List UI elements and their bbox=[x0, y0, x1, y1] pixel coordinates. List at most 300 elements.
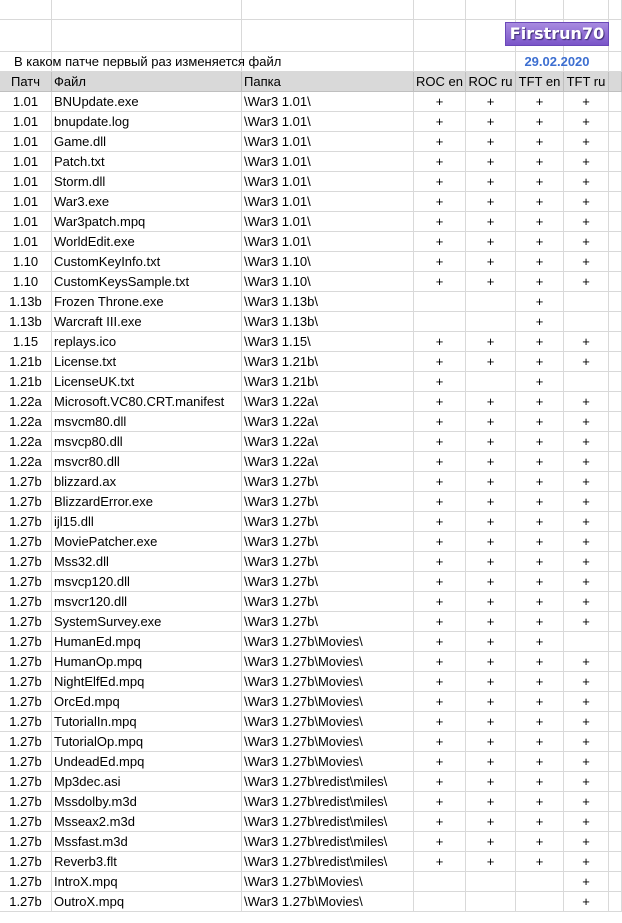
cell-folder[interactable]: \War3 1.10\ bbox=[242, 272, 414, 292]
cell-tft-en[interactable]: + bbox=[516, 232, 564, 252]
cell-tft-ru[interactable] bbox=[564, 372, 609, 392]
cell-roc-en[interactable]: + bbox=[414, 352, 466, 372]
cell-folder[interactable]: \War3 1.01\ bbox=[242, 92, 414, 112]
cell-roc-ru[interactable]: + bbox=[466, 472, 516, 492]
cell-file[interactable]: msvcp80.dll bbox=[52, 432, 242, 452]
cell-folder[interactable]: \War3 1.22a\ bbox=[242, 452, 414, 472]
cell-folder[interactable]: \War3 1.27b\Movies\ bbox=[242, 652, 414, 672]
date-label[interactable]: 29.02.2020 bbox=[524, 54, 590, 69]
cell-roc-en[interactable]: + bbox=[414, 252, 466, 272]
cell[interactable] bbox=[609, 592, 622, 612]
cell-roc-en[interactable]: + bbox=[414, 172, 466, 192]
cell-roc-ru[interactable]: + bbox=[466, 252, 516, 272]
cell-tft-ru[interactable]: + bbox=[564, 432, 609, 452]
cell-tft-en[interactable]: + bbox=[516, 492, 564, 512]
cell-tft-en[interactable]: + bbox=[516, 752, 564, 772]
cell-folder[interactable]: \War3 1.01\ bbox=[242, 132, 414, 152]
cell-tft-en[interactable]: + bbox=[516, 512, 564, 532]
cell-file[interactable]: bnupdate.log bbox=[52, 112, 242, 132]
cell[interactable] bbox=[609, 872, 622, 892]
cell-patch[interactable]: 1.01 bbox=[0, 212, 52, 232]
cell-roc-en[interactable]: + bbox=[414, 552, 466, 572]
cell-folder[interactable]: \War3 1.27b\ bbox=[242, 532, 414, 552]
cell-roc-en[interactable]: + bbox=[414, 592, 466, 612]
cell[interactable] bbox=[609, 392, 622, 412]
cell-roc-en[interactable]: + bbox=[414, 652, 466, 672]
cell[interactable] bbox=[466, 0, 516, 20]
cell-tft-en[interactable]: + bbox=[516, 152, 564, 172]
cell[interactable] bbox=[609, 492, 622, 512]
cell-roc-ru[interactable]: + bbox=[466, 852, 516, 872]
cell-tft-en[interactable]: + bbox=[516, 212, 564, 232]
cell-tft-en[interactable]: + bbox=[516, 712, 564, 732]
cell-tft-en[interactable]: + bbox=[516, 452, 564, 472]
cell-tft-ru[interactable]: + bbox=[564, 532, 609, 552]
cell-folder[interactable]: \War3 1.01\ bbox=[242, 232, 414, 252]
cell-roc-ru[interactable]: + bbox=[466, 672, 516, 692]
cell-file[interactable]: SystemSurvey.exe bbox=[52, 612, 242, 632]
cell-tft-en[interactable]: + bbox=[516, 432, 564, 452]
cell-roc-ru[interactable]: + bbox=[466, 632, 516, 652]
cell-roc-en[interactable]: + bbox=[414, 192, 466, 212]
cell-folder[interactable]: \War3 1.01\ bbox=[242, 112, 414, 132]
cell-roc-ru[interactable]: + bbox=[466, 732, 516, 752]
cell-file[interactable]: Mss32.dll bbox=[52, 552, 242, 572]
cell-file[interactable]: Msseax2.m3d bbox=[52, 812, 242, 832]
cell[interactable] bbox=[609, 892, 622, 912]
cell[interactable] bbox=[609, 852, 622, 872]
cell[interactable] bbox=[609, 352, 622, 372]
cell-roc-ru[interactable]: + bbox=[466, 212, 516, 232]
cell-patch[interactable]: 1.27b bbox=[0, 512, 52, 532]
cell[interactable] bbox=[609, 432, 622, 452]
cell-file[interactable]: UndeadEd.mpq bbox=[52, 752, 242, 772]
cell-folder[interactable]: \War3 1.27b\Movies\ bbox=[242, 712, 414, 732]
cell[interactable] bbox=[609, 832, 622, 852]
cell[interactable] bbox=[609, 512, 622, 532]
cell-file[interactable]: Frozen Throne.exe bbox=[52, 292, 242, 312]
cell[interactable] bbox=[609, 192, 622, 212]
cell-patch[interactable]: 1.21b bbox=[0, 352, 52, 372]
cell-roc-ru[interactable]: + bbox=[466, 172, 516, 192]
cell-roc-ru[interactable] bbox=[466, 892, 516, 912]
cell-file[interactable]: TutorialOp.mpq bbox=[52, 732, 242, 752]
cell-roc-ru[interactable]: + bbox=[466, 152, 516, 172]
cell[interactable] bbox=[609, 452, 622, 472]
header-roc-ru[interactable]: ROC ru bbox=[466, 72, 516, 92]
cell-tft-ru[interactable]: + bbox=[564, 472, 609, 492]
cell-tft-ru[interactable]: + bbox=[564, 452, 609, 472]
header-tft-ru[interactable]: TFT ru bbox=[564, 72, 609, 92]
cell-roc-ru[interactable]: + bbox=[466, 392, 516, 412]
cell-roc-ru[interactable]: + bbox=[466, 332, 516, 352]
cell-tft-ru[interactable]: + bbox=[564, 352, 609, 372]
cell-file[interactable]: Mp3dec.asi bbox=[52, 772, 242, 792]
cell-folder[interactable]: \War3 1.21b\ bbox=[242, 372, 414, 392]
cell-tft-ru[interactable] bbox=[564, 292, 609, 312]
cell-tft-ru[interactable]: + bbox=[564, 392, 609, 412]
cell[interactable] bbox=[609, 52, 622, 72]
cell-tft-ru[interactable]: + bbox=[564, 252, 609, 272]
cell[interactable] bbox=[609, 72, 622, 92]
cell-file[interactable]: Microsoft.VC80.CRT.manifest bbox=[52, 392, 242, 412]
cell[interactable] bbox=[609, 272, 622, 292]
cell-roc-ru[interactable]: + bbox=[466, 192, 516, 212]
cell[interactable] bbox=[609, 792, 622, 812]
cell-file[interactable]: msvcr120.dll bbox=[52, 592, 242, 612]
cell-tft-en[interactable]: + bbox=[516, 112, 564, 132]
cell[interactable] bbox=[609, 132, 622, 152]
cell[interactable] bbox=[0, 20, 52, 52]
cell-roc-ru[interactable]: + bbox=[466, 512, 516, 532]
cell-patch[interactable]: 1.01 bbox=[0, 192, 52, 212]
cell-file[interactable]: MoviePatcher.exe bbox=[52, 532, 242, 552]
cell-folder[interactable]: \War3 1.27b\ bbox=[242, 492, 414, 512]
cell-file[interactable]: blizzard.ax bbox=[52, 472, 242, 492]
cell-folder[interactable]: \War3 1.15\ bbox=[242, 332, 414, 352]
cell[interactable] bbox=[516, 0, 564, 20]
cell-tft-ru[interactable]: + bbox=[564, 232, 609, 252]
cell-tft-ru[interactable] bbox=[564, 312, 609, 332]
cell[interactable] bbox=[609, 292, 622, 312]
cell-tft-ru[interactable]: + bbox=[564, 652, 609, 672]
cell-roc-ru[interactable]: + bbox=[466, 452, 516, 472]
cell-folder[interactable]: \War3 1.27b\ bbox=[242, 612, 414, 632]
cell-patch[interactable]: 1.27b bbox=[0, 752, 52, 772]
cell-roc-en[interactable]: + bbox=[414, 92, 466, 112]
cell-tft-ru[interactable]: + bbox=[564, 712, 609, 732]
cell-roc-en[interactable]: + bbox=[414, 812, 466, 832]
cell-tft-en[interactable]: + bbox=[516, 172, 564, 192]
cell-file[interactable]: Reverb3.flt bbox=[52, 852, 242, 872]
cell-patch[interactable]: 1.27b bbox=[0, 872, 52, 892]
cell-roc-en[interactable]: + bbox=[414, 412, 466, 432]
cell[interactable] bbox=[609, 692, 622, 712]
cell[interactable] bbox=[609, 152, 622, 172]
cell-folder[interactable]: \War3 1.27b\redist\miles\ bbox=[242, 832, 414, 852]
cell-folder[interactable]: \War3 1.27b\ bbox=[242, 552, 414, 572]
cell-roc-ru[interactable]: + bbox=[466, 352, 516, 372]
cell-roc-en[interactable]: + bbox=[414, 632, 466, 652]
cell-roc-ru[interactable]: + bbox=[466, 412, 516, 432]
cell-tft-en[interactable]: + bbox=[516, 132, 564, 152]
cell-tft-ru[interactable]: + bbox=[564, 692, 609, 712]
cell-tft-ru[interactable]: + bbox=[564, 212, 609, 232]
cell-tft-ru[interactable]: + bbox=[564, 152, 609, 172]
cell-tft-ru[interactable]: + bbox=[564, 812, 609, 832]
cell[interactable] bbox=[609, 752, 622, 772]
cell-tft-en[interactable]: + bbox=[516, 632, 564, 652]
cell-file[interactable]: HumanEd.mpq bbox=[52, 632, 242, 652]
cell[interactable] bbox=[609, 312, 622, 332]
cell-roc-ru[interactable]: + bbox=[466, 652, 516, 672]
cell-tft-ru[interactable]: + bbox=[564, 172, 609, 192]
cell-folder[interactable]: \War3 1.27b\redist\miles\ bbox=[242, 772, 414, 792]
cell-patch[interactable]: 1.27b bbox=[0, 892, 52, 912]
cell-file[interactable]: TutorialIn.mpq bbox=[52, 712, 242, 732]
cell-tft-ru[interactable]: + bbox=[564, 852, 609, 872]
cell[interactable] bbox=[609, 572, 622, 592]
cell-folder[interactable]: \War3 1.27b\ bbox=[242, 572, 414, 592]
cell-tft-en[interactable]: + bbox=[516, 852, 564, 872]
cell-roc-en[interactable]: + bbox=[414, 372, 466, 392]
cell-roc-en[interactable] bbox=[414, 872, 466, 892]
cell-roc-en[interactable] bbox=[414, 892, 466, 912]
cell-file[interactable]: ijl15.dll bbox=[52, 512, 242, 532]
cell-roc-en[interactable]: + bbox=[414, 532, 466, 552]
cell-file[interactable]: CustomKeyInfo.txt bbox=[52, 252, 242, 272]
cell-file[interactable]: Patch.txt bbox=[52, 152, 242, 172]
cell-roc-en[interactable]: + bbox=[414, 572, 466, 592]
cell-patch[interactable]: 1.27b bbox=[0, 812, 52, 832]
cell-tft-en[interactable]: + bbox=[516, 472, 564, 492]
cell-file[interactable]: Game.dll bbox=[52, 132, 242, 152]
cell-roc-ru[interactable] bbox=[466, 292, 516, 312]
cell-roc-ru[interactable]: + bbox=[466, 812, 516, 832]
cell[interactable] bbox=[242, 20, 414, 52]
cell-patch[interactable]: 1.27b bbox=[0, 592, 52, 612]
cell-file[interactable]: LicenseUK.txt bbox=[52, 372, 242, 392]
cell-tft-en[interactable]: + bbox=[516, 332, 564, 352]
cell-roc-ru[interactable]: + bbox=[466, 132, 516, 152]
cell[interactable] bbox=[609, 412, 622, 432]
cell-tft-en[interactable]: + bbox=[516, 272, 564, 292]
cell-tft-ru[interactable]: + bbox=[564, 192, 609, 212]
cell[interactable] bbox=[564, 0, 609, 20]
header-patch[interactable]: Патч bbox=[0, 72, 52, 92]
cell-tft-en[interactable]: + bbox=[516, 392, 564, 412]
cell-roc-en[interactable]: + bbox=[414, 332, 466, 352]
cell-tft-ru[interactable]: + bbox=[564, 872, 609, 892]
cell-folder[interactable]: \War3 1.21b\ bbox=[242, 352, 414, 372]
cell-roc-en[interactable] bbox=[414, 292, 466, 312]
cell-roc-ru[interactable]: + bbox=[466, 432, 516, 452]
cell-folder[interactable]: \War3 1.27b\Movies\ bbox=[242, 672, 414, 692]
cell[interactable] bbox=[609, 732, 622, 752]
cell-tft-en[interactable]: + bbox=[516, 772, 564, 792]
cell[interactable] bbox=[609, 332, 622, 352]
cell-patch[interactable]: 1.21b bbox=[0, 372, 52, 392]
cell-tft-en[interactable]: + bbox=[516, 792, 564, 812]
cell-patch[interactable]: 1.27b bbox=[0, 472, 52, 492]
cell-roc-ru[interactable] bbox=[466, 872, 516, 892]
cell-roc-en[interactable]: + bbox=[414, 772, 466, 792]
cell-file[interactable]: War3patch.mpq bbox=[52, 212, 242, 232]
cell[interactable] bbox=[609, 20, 622, 52]
cell-tft-ru[interactable]: + bbox=[564, 332, 609, 352]
cell-patch[interactable]: 1.27b bbox=[0, 652, 52, 672]
cell-patch[interactable]: 1.27b bbox=[0, 692, 52, 712]
cell-folder[interactable]: \War3 1.22a\ bbox=[242, 412, 414, 432]
cell-roc-ru[interactable] bbox=[466, 312, 516, 332]
cell-file[interactable]: Mssfast.m3d bbox=[52, 832, 242, 852]
cell-tft-en[interactable]: + bbox=[516, 732, 564, 752]
cell-tft-ru[interactable]: + bbox=[564, 612, 609, 632]
cell-tft-ru[interactable] bbox=[564, 632, 609, 652]
cell-tft-ru[interactable]: + bbox=[564, 552, 609, 572]
cell-roc-en[interactable]: + bbox=[414, 472, 466, 492]
cell-tft-ru[interactable]: + bbox=[564, 412, 609, 432]
cell-roc-ru[interactable]: + bbox=[466, 752, 516, 772]
cell-tft-ru[interactable]: + bbox=[564, 492, 609, 512]
cell-folder[interactable]: \War3 1.27b\ bbox=[242, 472, 414, 492]
cell[interactable] bbox=[609, 672, 622, 692]
cell-folder[interactable]: \War3 1.22a\ bbox=[242, 392, 414, 412]
cell-roc-en[interactable]: + bbox=[414, 832, 466, 852]
cell-tft-en[interactable]: + bbox=[516, 652, 564, 672]
cell-file[interactable]: OrcEd.mpq bbox=[52, 692, 242, 712]
cell-tft-en[interactable] bbox=[516, 872, 564, 892]
cell-tft-ru[interactable]: + bbox=[564, 592, 609, 612]
cell-patch[interactable]: 1.27b bbox=[0, 632, 52, 652]
cell-roc-en[interactable]: + bbox=[414, 612, 466, 632]
cell-tft-en[interactable]: + bbox=[516, 612, 564, 632]
cell[interactable] bbox=[52, 20, 242, 52]
cell[interactable] bbox=[414, 0, 466, 20]
cell-tft-en[interactable]: + bbox=[516, 692, 564, 712]
cell[interactable] bbox=[609, 712, 622, 732]
cell-tft-ru[interactable]: + bbox=[564, 732, 609, 752]
cell-folder[interactable]: \War3 1.27b\Movies\ bbox=[242, 752, 414, 772]
cell-roc-ru[interactable]: + bbox=[466, 532, 516, 552]
cell-patch[interactable]: 1.13b bbox=[0, 292, 52, 312]
cell-tft-ru[interactable]: + bbox=[564, 672, 609, 692]
cell-file[interactable]: msvcr80.dll bbox=[52, 452, 242, 472]
cell-tft-en[interactable]: + bbox=[516, 592, 564, 612]
cell-patch[interactable]: 1.01 bbox=[0, 172, 52, 192]
cell-folder[interactable]: \War3 1.27b\ bbox=[242, 512, 414, 532]
cell-patch[interactable]: 1.01 bbox=[0, 232, 52, 252]
cell-file[interactable]: OutroX.mpq bbox=[52, 892, 242, 912]
cell-roc-ru[interactable]: + bbox=[466, 272, 516, 292]
cell-folder[interactable]: \War3 1.01\ bbox=[242, 172, 414, 192]
cell-patch[interactable]: 1.27b bbox=[0, 792, 52, 812]
cell-patch[interactable]: 1.27b bbox=[0, 672, 52, 692]
cell-file[interactable]: HumanOp.mpq bbox=[52, 652, 242, 672]
cell[interactable] bbox=[609, 812, 622, 832]
cell-tft-ru[interactable]: + bbox=[564, 512, 609, 532]
cell-folder[interactable]: \War3 1.10\ bbox=[242, 252, 414, 272]
cell[interactable] bbox=[609, 252, 622, 272]
cell-file[interactable]: Mssdolby.m3d bbox=[52, 792, 242, 812]
cell[interactable] bbox=[609, 532, 622, 552]
cell-patch[interactable]: 1.22a bbox=[0, 432, 52, 452]
cell[interactable] bbox=[609, 92, 622, 112]
cell-patch[interactable]: 1.27b bbox=[0, 552, 52, 572]
cell-roc-ru[interactable]: + bbox=[466, 692, 516, 712]
cell-tft-ru[interactable]: + bbox=[564, 132, 609, 152]
cell-folder[interactable]: \War3 1.27b\redist\miles\ bbox=[242, 812, 414, 832]
cell-patch[interactable]: 1.10 bbox=[0, 272, 52, 292]
cell-folder[interactable]: \War3 1.01\ bbox=[242, 192, 414, 212]
cell-file[interactable]: License.txt bbox=[52, 352, 242, 372]
cell-patch[interactable]: 1.27b bbox=[0, 712, 52, 732]
cell-roc-ru[interactable]: + bbox=[466, 592, 516, 612]
cell[interactable] bbox=[609, 772, 622, 792]
cell-roc-en[interactable]: + bbox=[414, 792, 466, 812]
cell-file[interactable]: Warcraft III.exe bbox=[52, 312, 242, 332]
cell-patch[interactable]: 1.27b bbox=[0, 852, 52, 872]
cell-tft-en[interactable]: + bbox=[516, 552, 564, 572]
cell-file[interactable]: replays.ico bbox=[52, 332, 242, 352]
cell-tft-en[interactable]: + bbox=[516, 672, 564, 692]
cell-roc-ru[interactable]: + bbox=[466, 612, 516, 632]
cell-patch[interactable]: 1.15 bbox=[0, 332, 52, 352]
cell-folder[interactable]: \War3 1.27b\Movies\ bbox=[242, 892, 414, 912]
header-roc-en[interactable]: ROC en bbox=[414, 72, 466, 92]
cell-roc-ru[interactable]: + bbox=[466, 772, 516, 792]
cell-roc-en[interactable]: + bbox=[414, 232, 466, 252]
cell-roc-en[interactable]: + bbox=[414, 432, 466, 452]
cell-patch[interactable]: 1.27b bbox=[0, 572, 52, 592]
cell-tft-ru[interactable]: + bbox=[564, 572, 609, 592]
cell-patch[interactable]: 1.27b bbox=[0, 732, 52, 752]
cell-roc-en[interactable]: + bbox=[414, 272, 466, 292]
cell-roc-en[interactable]: + bbox=[414, 692, 466, 712]
cell-folder[interactable]: \War3 1.27b\redist\miles\ bbox=[242, 792, 414, 812]
cell-tft-ru[interactable]: + bbox=[564, 92, 609, 112]
cell-roc-ru[interactable]: + bbox=[466, 832, 516, 852]
cell-patch[interactable]: 1.01 bbox=[0, 152, 52, 172]
cell-roc-ru[interactable] bbox=[466, 372, 516, 392]
cell-tft-en[interactable]: + bbox=[516, 532, 564, 552]
cell-folder[interactable]: \War3 1.27b\Movies\ bbox=[242, 872, 414, 892]
cell[interactable] bbox=[609, 632, 622, 652]
cell[interactable] bbox=[609, 552, 622, 572]
cell-tft-en[interactable]: + bbox=[516, 192, 564, 212]
cell-tft-ru[interactable]: + bbox=[564, 832, 609, 852]
cell-file[interactable]: BNUpdate.exe bbox=[52, 92, 242, 112]
cell-tft-ru[interactable]: + bbox=[564, 772, 609, 792]
cell-folder[interactable]: \War3 1.27b\Movies\ bbox=[242, 632, 414, 652]
cell[interactable] bbox=[609, 0, 622, 20]
cell-folder[interactable]: \War3 1.13b\ bbox=[242, 312, 414, 332]
cell-folder[interactable]: \War3 1.27b\Movies\ bbox=[242, 692, 414, 712]
cell-tft-en[interactable]: + bbox=[516, 812, 564, 832]
cell[interactable] bbox=[242, 0, 414, 20]
header-tft-en[interactable]: TFT en bbox=[516, 72, 564, 92]
cell-roc-en[interactable]: + bbox=[414, 752, 466, 772]
cell-roc-en[interactable]: + bbox=[414, 492, 466, 512]
cell-roc-ru[interactable]: + bbox=[466, 712, 516, 732]
cell-roc-en[interactable]: + bbox=[414, 112, 466, 132]
cell-patch[interactable]: 1.01 bbox=[0, 92, 52, 112]
cell-tft-ru[interactable]: + bbox=[564, 892, 609, 912]
cell-roc-en[interactable]: + bbox=[414, 672, 466, 692]
cell-patch[interactable]: 1.27b bbox=[0, 832, 52, 852]
cell-roc-en[interactable]: + bbox=[414, 212, 466, 232]
cell[interactable] bbox=[414, 20, 466, 52]
cell-tft-ru[interactable]: + bbox=[564, 272, 609, 292]
cell-patch[interactable]: 1.01 bbox=[0, 132, 52, 152]
cell-roc-ru[interactable]: + bbox=[466, 92, 516, 112]
cell-file[interactable]: NightElfEd.mpq bbox=[52, 672, 242, 692]
cell-roc-ru[interactable]: + bbox=[466, 492, 516, 512]
cell[interactable] bbox=[609, 112, 622, 132]
cell-roc-en[interactable] bbox=[414, 312, 466, 332]
cell-file[interactable]: BlizzardError.exe bbox=[52, 492, 242, 512]
cell-folder[interactable]: \War3 1.22a\ bbox=[242, 432, 414, 452]
cell-patch[interactable]: 1.27b bbox=[0, 532, 52, 552]
cell-tft-en[interactable]: + bbox=[516, 312, 564, 332]
cell-folder[interactable]: \War3 1.13b\ bbox=[242, 292, 414, 312]
cell-roc-en[interactable]: + bbox=[414, 132, 466, 152]
cell-patch[interactable]: 1.13b bbox=[0, 312, 52, 332]
cell[interactable] bbox=[609, 172, 622, 192]
cell-tft-ru[interactable]: + bbox=[564, 792, 609, 812]
header-folder[interactable]: Папка bbox=[242, 72, 414, 92]
cell-tft-en[interactable]: + bbox=[516, 572, 564, 592]
